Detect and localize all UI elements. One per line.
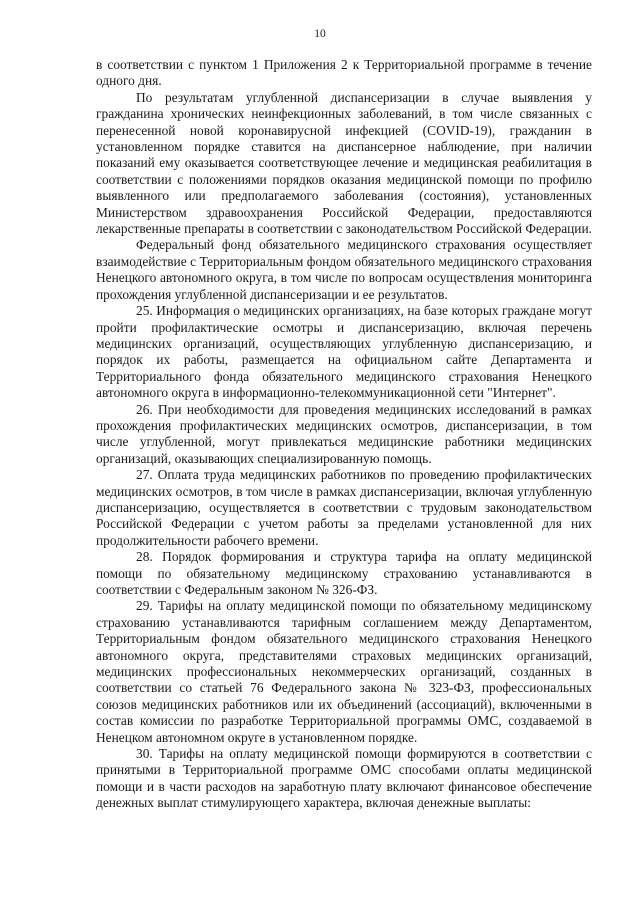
paragraph-item-26: 26. При необходимости для проведения медицинских исследований в рамках прохождения профилактических медицинских осмотров, диспансеризации, в том числе углубленной, могут привлекаться медицинские работники медицинских организаций, оказывающих специализированную помощь. bbox=[96, 401, 592, 466]
paragraph-item-25: 25. Информация о медицинских организациях, на базе которых граждане могут пройти профилактические осмотры и диспансеризацию, включая перечень медицинских организаций, осуществляющих углубленную диспансеризацию, и порядок их работы, размещается на официальном сайте Департамента и Территориального фонда обязательного медицинского страхования Ненецкого автономного округа в информационно-телекоммуникационной сети "Интернет". bbox=[96, 303, 592, 401]
paragraph-in-depth-results: По результатам углубленной диспансеризации в случае выявления у гражданина хронических неинфекционных заболеваний, в том числе связанных с перенесенной новой коронавирусной инфекцией (COVID-19), гражданин в установленном порядке ставится на диспансерное наблюдение, при наличии показаний ему оказывается соответствующее лечение и медицинская реабилитация в соответствии с положениями порядков оказания медицинской помощи по профилю выявленного или предполагаемого заболевания (состояния), установленных Министерством здравоохранения Российской Федерации, предоставляются лекарственные препараты в соответствии с законодательством Российской Федерации. bbox=[96, 89, 592, 237]
paragraph-item-30: 30. Тарифы на оплату медицинской помощи формируются в соответствии с принятыми в Территориальной программе ОМС способами оплаты медицинской помощи и в части расходов на заработную плату включают финансовое обеспечение денежных выплат стимулирующего характера, включая денежные выплаты: bbox=[96, 746, 592, 811]
paragraph-item-28: 28. Порядок формирования и структура тарифа на оплату медицинской помощи по обязательному медицинскому страхованию устанавливаются в соответствии с Федеральным законом № 326-ФЗ. bbox=[96, 549, 592, 597]
paragraph-item-27: 27. Оплата труда медицинских работников по проведению профилактических медицинских осмотров, в том числе в рамках диспансеризации, включая углубленную диспансеризацию, осуществляется в соответствии с трудовым законодательством Российской Федерации с учетом работы за пределами установленной для них продолжительности рабочего времени. bbox=[96, 467, 592, 548]
page-number: 10 bbox=[314, 28, 326, 40]
document-body bbox=[96, 57, 592, 812]
paragraph-item-29: 29. Тарифы на оплату медицинской помощи по обязательному медицинскому страхованию устанавливаются тарифным соглашением между Департаментом, Территориальным фондом обязательного медицинского страхования Ненецкого автономного округа, представителями страховых медицинских организаций, медицинских профессиональных некоммерческих организаций, созданных в соответствии со статьей 76 Федерального закона № 323-ФЗ, профессиональных союзов медицинских работников или их объединений (ассоциаций), включенными в состав комиссии по разработке Территориальной программы ОМС, создаваемой в Ненецком автономном округе в установленном порядке. bbox=[96, 598, 592, 745]
paragraph-federal-fund: Федеральный фонд обязательного медицинского страхования осуществляет взаимодействие с Территориальным фондом обязательного медицинского страхования Ненецкого автономного округа, в том числе по вопросам осуществления мониторинга прохождения углубленной диспансеризации и ее результатов. bbox=[96, 237, 592, 302]
paragraph-continuation: в соответствии с пунктом 1 Приложения 2 к Территориальной программе в течение одного дня. bbox=[96, 57, 592, 89]
